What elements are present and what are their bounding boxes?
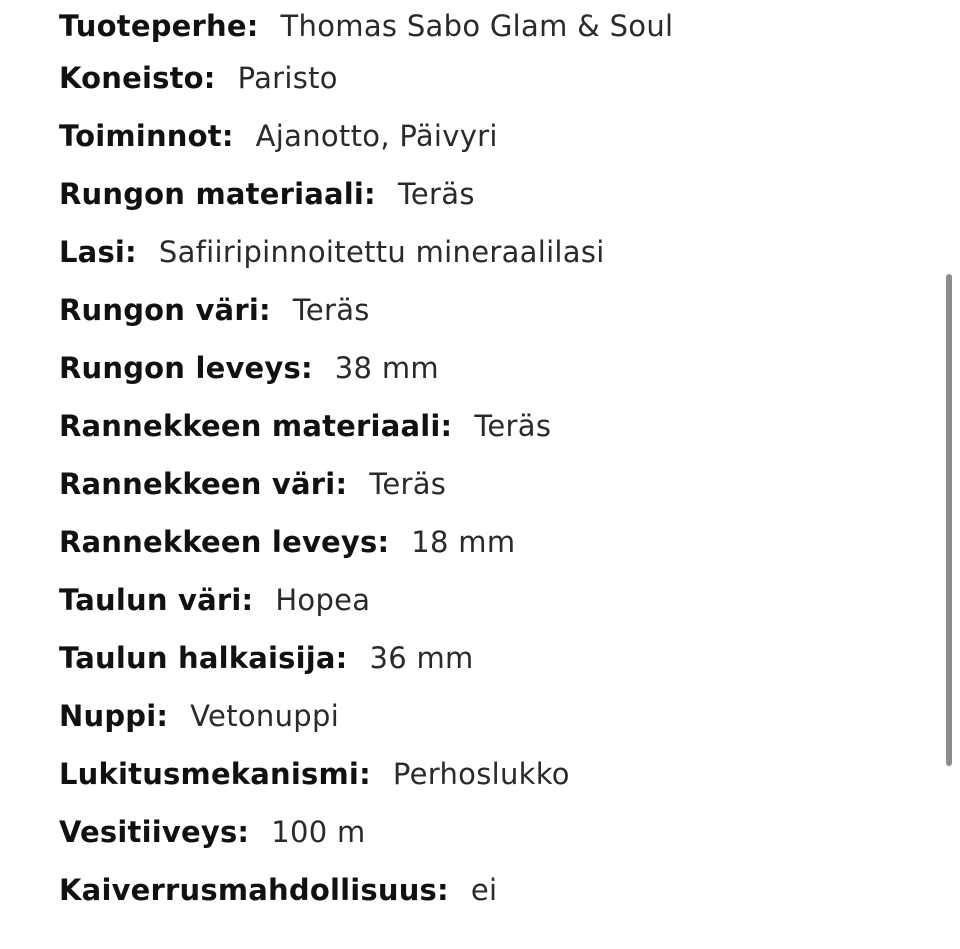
spec-label: Toiminnot: [59,119,234,153]
spec-value: Teräs [397,177,475,211]
spec-row-water-resistance [59,806,673,864]
spec-value: Ajanotto, Päivyri [255,119,498,153]
spec-row-dial-color [59,574,673,632]
spec-label: Rannekkeen materiaali: [59,409,453,443]
spec-row-case-color [59,284,673,342]
spec-label: Lukitusmekanismi: [59,757,371,791]
spec-row-dial-diameter [59,632,673,690]
spec-value: 18 mm [411,525,516,559]
spec-value: Teräs [369,467,447,501]
spec-row-strap-material [59,400,673,458]
spec-row-crown [59,690,673,748]
spec-value: Paristo [237,61,338,95]
spec-row-engraving [59,864,673,922]
spec-value: Safiiripinnoitettu mineraalilasi [158,235,605,269]
spec-label: Taulun halkaisija: [59,641,348,675]
spec-value: Hopea [275,583,371,617]
vertical-scrollbar-thumb[interactable] [946,274,952,766]
spec-label: Lasi: [59,235,137,269]
spec-label: Nuppi: [59,699,169,733]
spec-row-strap-color [59,458,673,516]
spec-label: Koneisto: [59,61,216,95]
spec-row-case-width [59,342,673,400]
spec-value: ei [470,873,498,907]
spec-row-glass [59,226,673,284]
spec-row-case-material [59,168,673,226]
spec-label: Rannekkeen leveys: [59,525,390,559]
spec-value: Teräs [292,293,370,327]
spec-label: Taulun väri: [59,583,254,617]
spec-label: Kaiverrusmahdollisuus: [59,873,449,907]
spec-label: Rannekkeen väri: [59,467,348,501]
spec-value: Thomas Sabo Glam & Soul [280,9,674,43]
spec-value: Teräs [474,409,552,443]
spec-row-movement [59,52,673,110]
spec-label: Rungon materiaali: [59,177,376,211]
spec-row-strap-width [59,516,673,574]
spec-row-product-family [59,0,673,52]
spec-row-functions [59,110,673,168]
spec-value: 38 mm [334,351,439,385]
spec-value: Vetonuppi [190,699,340,733]
spec-label: Rungon väri: [59,293,271,327]
spec-label: Vesitiiveys: [59,815,250,849]
spec-label: Tuoteperhe: [59,9,259,43]
product-spec-list [59,0,673,922]
spec-value: Perhoslukko [392,757,570,791]
spec-value: 100 m [271,815,366,849]
spec-value: 36 mm [369,641,474,675]
spec-label: Rungon leveys: [59,351,313,385]
spec-row-clasp [59,748,673,806]
